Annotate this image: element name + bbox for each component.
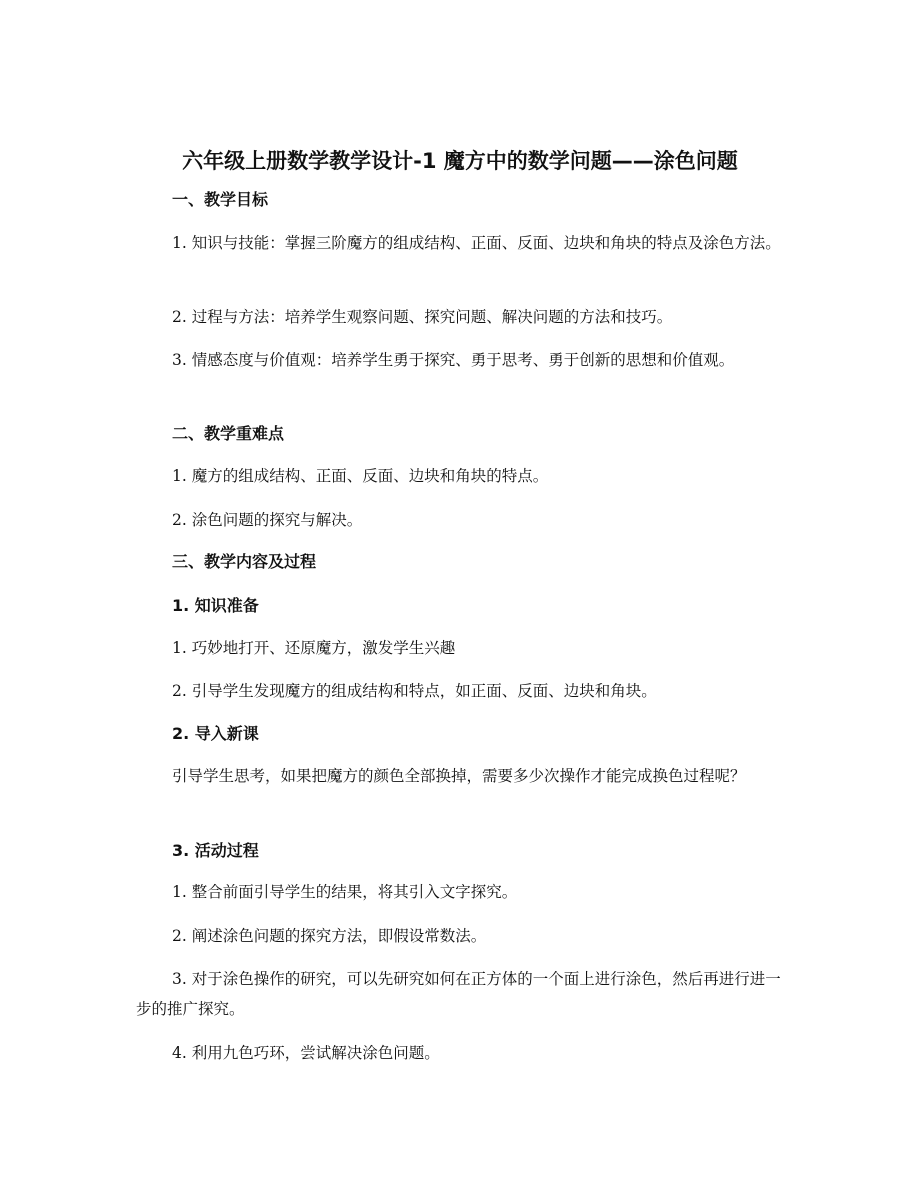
paragraph-activity-3: 3. 对于涂色操作的研究，可以先研究如何在正方体的一个面上进行涂色，然后再进行进一步的推广探究。: [136, 970, 781, 1018]
paragraph-preparation-1: 1. 巧妙地打开、还原魔方，激发学生兴趣: [172, 639, 456, 657]
subsection-heading-introduction: 2. 导入新课: [172, 724, 259, 743]
document-title: 六年级上册数学教学设计-1 魔方中的数学问题——涂色问题: [182, 149, 738, 173]
paragraph-activity-4: 4. 利用九色巧环，尝试解决涂色问题。: [172, 1044, 440, 1062]
section-heading-key-points: 二、教学重难点: [172, 424, 285, 443]
paragraph-objective-process: 2. 过程与方法：培养学生观察问题、探究问题、解决问题的方法和技巧。: [172, 308, 673, 326]
paragraph-objective-knowledge: 1. 知识与技能：掌握三阶魔方的组成结构、正面、反面、边块和角块的特点及涂色方法。: [172, 234, 781, 252]
paragraph-objective-attitude: 3. 情感态度与价值观：培养学生勇于探究、勇于思考、勇于创新的思想和价值观。: [172, 351, 735, 369]
paragraph-key-point-1: 1. 魔方的组成结构、正面、反面、边块和角块的特点。: [172, 467, 549, 485]
paragraph-key-point-2: 2. 涂色问题的探究与解决。: [172, 511, 363, 529]
paragraph-preparation-2: 2. 引导学生发现魔方的组成结构和特点，如正面、反面、边块和角块。: [172, 682, 657, 700]
paragraph-activity-2: 2. 阐述涂色问题的探究方法，即假设常数法。: [172, 927, 487, 945]
paragraph-activity-1: 1. 整合前面引导学生的结果，将其引入文字探究。: [172, 883, 518, 901]
section-heading-content: 三、教学内容及过程: [172, 552, 317, 571]
subsection-heading-preparation: 1. 知识准备: [172, 596, 259, 615]
paragraph-introduction: 引导学生思考，如果把魔方的颜色全部换掉，需要多少次操作才能完成换色过程呢？: [172, 767, 746, 785]
section-heading-objectives: 一、教学目标: [172, 190, 269, 209]
subsection-heading-activity: 3. 活动过程: [172, 841, 259, 860]
